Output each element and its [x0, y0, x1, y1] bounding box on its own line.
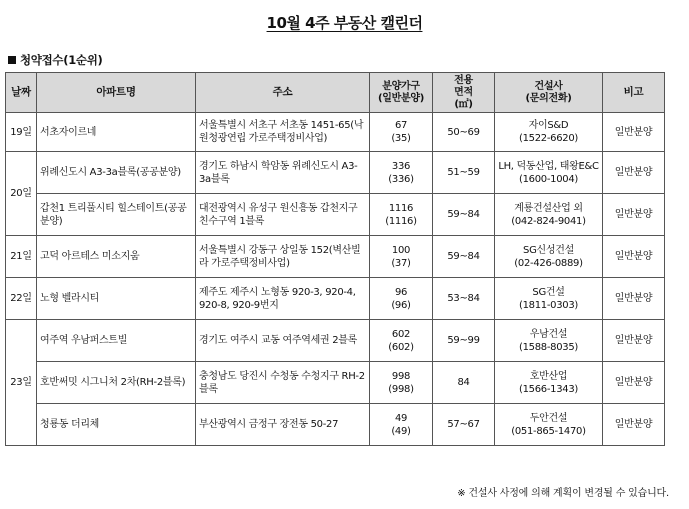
- header-builder: [495, 73, 603, 113]
- units-cell: [370, 236, 433, 278]
- units-general: (49): [391, 425, 411, 437]
- header-area-line3: (㎡): [454, 98, 473, 110]
- builder-phone: (1522-6620): [518, 133, 578, 144]
- builder-name: 두안건설: [529, 412, 568, 424]
- builder-name: 호반산업: [529, 370, 568, 382]
- builder-phone: (1811-0303): [518, 299, 578, 311]
- area-cell: 57~67: [433, 404, 495, 446]
- address-cell: 서울특별시 서초구 서초동 1451-65(낙원청광연립 가로주택정비사업): [196, 113, 370, 152]
- area-cell: 84: [433, 362, 495, 404]
- header-builder-line2: (문의전화): [525, 92, 572, 104]
- units-total: 49: [394, 412, 408, 424]
- builder-name: 자이S&D: [528, 120, 569, 131]
- units-general: (96): [391, 299, 411, 311]
- table-row: [6, 152, 665, 194]
- units-total: 336: [391, 160, 411, 172]
- apt-cell: 노형 벨라시티: [37, 278, 196, 320]
- builder-cell: [495, 113, 603, 152]
- builder-phone: (1588-8035): [518, 341, 578, 353]
- table-row: [6, 320, 665, 362]
- units-cell: [370, 194, 433, 236]
- units-total: 602: [391, 328, 411, 340]
- units-total: 67: [394, 120, 408, 131]
- page-title: [0, 12, 689, 33]
- builder-name: 우남건설: [529, 328, 568, 340]
- header-units-line1: 분양가구: [382, 80, 420, 92]
- units-total: 96: [394, 286, 408, 298]
- header-note: 비고: [603, 73, 665, 113]
- note-cell: 일반분양: [603, 113, 665, 152]
- builder-name: LH, 덕동산업, 태왕E&C: [498, 160, 599, 172]
- units-cell: [370, 113, 433, 152]
- units-general: (37): [391, 257, 411, 269]
- table-row: [6, 278, 665, 320]
- address-cell: 서울특별시 강동구 상일동 152(벽산빌라 가로주택정비사업): [196, 236, 370, 278]
- note-cell: 일반분양: [603, 152, 665, 194]
- builder-cell: [495, 320, 603, 362]
- table-header-row: [6, 73, 665, 113]
- header-builder-line1: 건설사: [534, 80, 563, 92]
- apt-cell: 여주역 우남퍼스트빌: [37, 320, 196, 362]
- apt-cell: 갑천1 트리풀시티 힐스테이트(공공분양): [37, 194, 196, 236]
- apt-cell: 위례신도시 A3-3a블록(공공분양): [37, 152, 196, 194]
- header-area-line1: 전용: [454, 74, 473, 86]
- units-general: (998): [388, 383, 414, 395]
- address-cell: 경기도 여주시 교동 여주역세권 2블록: [196, 320, 370, 362]
- date-cell: 20일: [6, 152, 37, 236]
- table-row: [6, 404, 665, 446]
- date-cell: 19일: [6, 113, 37, 152]
- address-cell: 제주도 제주시 노형동 920-3, 920-4, 920-8, 920-9번지: [196, 278, 370, 320]
- note-cell: 일반분양: [603, 194, 665, 236]
- units-total: 1116: [388, 202, 414, 214]
- builder-phone: (042-824-9041): [511, 215, 586, 227]
- units-total: 100: [391, 244, 411, 256]
- footnote: ※ 건설사 사정에 의해 계획이 변경될 수 있습니다.: [457, 488, 669, 499]
- builder-cell: [495, 278, 603, 320]
- units-general: (1116): [385, 215, 417, 227]
- apt-cell: 고덕 아르테스 미소지움: [37, 236, 196, 278]
- builder-phone: (1600-1004): [518, 173, 578, 185]
- header-area-line2: 면적: [454, 86, 473, 98]
- builder-name: SG건설: [532, 286, 565, 298]
- header-area: [433, 73, 495, 113]
- table-row: [6, 113, 665, 152]
- builder-cell: [495, 194, 603, 236]
- area-cell: 59~84: [433, 236, 495, 278]
- address-cell: 충청남도 당진시 수청동 수청지구 RH-2블록: [196, 362, 370, 404]
- header-apt: 아파트명: [37, 73, 196, 113]
- calendar-table: [5, 72, 665, 446]
- header-address: 주소: [196, 73, 370, 113]
- units-total: 998: [391, 370, 411, 382]
- note-cell: 일반분양: [603, 278, 665, 320]
- units-cell: [370, 362, 433, 404]
- date-cell: 22일: [6, 278, 37, 320]
- date-cell: 21일: [6, 236, 37, 278]
- section-heading: [8, 52, 102, 68]
- builder-cell: [495, 404, 603, 446]
- square-bullet-icon: [8, 56, 16, 64]
- area-cell: 59~99: [433, 320, 495, 362]
- address-cell: 경기도 하남시 학암동 위례신도시 A3-3a블록: [196, 152, 370, 194]
- area-cell: 51~59: [433, 152, 495, 194]
- builder-phone: (02-426-0889): [514, 257, 583, 269]
- units-cell: [370, 278, 433, 320]
- builder-name: SG신성건설: [523, 244, 574, 256]
- units-cell: [370, 404, 433, 446]
- note-cell: 일반분양: [603, 236, 665, 278]
- table-row: [6, 236, 665, 278]
- builder-cell: [495, 362, 603, 404]
- builder-phone: (051-865-1470): [511, 425, 586, 437]
- apt-cell: 호반써밋 시그니처 2차(RH-2블록): [37, 362, 196, 404]
- address-cell: 부산광역시 금정구 장전동 50-27: [196, 404, 370, 446]
- builder-cell: [495, 152, 603, 194]
- address-cell: 대전광역시 유성구 원신흥동 갑천지구 친수구역 1블록: [196, 194, 370, 236]
- date-cell: 23일: [6, 320, 37, 446]
- title-text: 10월 4주 부동산 캘린더: [266, 14, 423, 32]
- header-units-line2: (일반분양): [378, 92, 424, 104]
- note-cell: 일반분양: [603, 404, 665, 446]
- apt-cell: 청룡동 더리체: [37, 404, 196, 446]
- units-general: (336): [388, 173, 414, 185]
- table-row: [6, 194, 665, 236]
- area-cell: 53~84: [433, 278, 495, 320]
- apt-cell: 서초자이르네: [37, 113, 196, 152]
- units-general: (35): [391, 133, 411, 144]
- units-cell: [370, 152, 433, 194]
- header-units: [370, 73, 433, 113]
- units-general: (602): [388, 341, 414, 353]
- builder-name: 계룡건설산업 외: [514, 202, 583, 214]
- builder-phone: (1566-1343): [518, 383, 578, 395]
- area-cell: 50~69: [433, 113, 495, 152]
- area-cell: 59~84: [433, 194, 495, 236]
- units-cell: [370, 320, 433, 362]
- header-date: 날짜: [6, 73, 37, 113]
- note-cell: 일반분양: [603, 362, 665, 404]
- note-cell: 일반분양: [603, 320, 665, 362]
- builder-cell: [495, 236, 603, 278]
- section-label: 청약접수(1순위): [20, 53, 103, 67]
- table-row: [6, 362, 665, 404]
